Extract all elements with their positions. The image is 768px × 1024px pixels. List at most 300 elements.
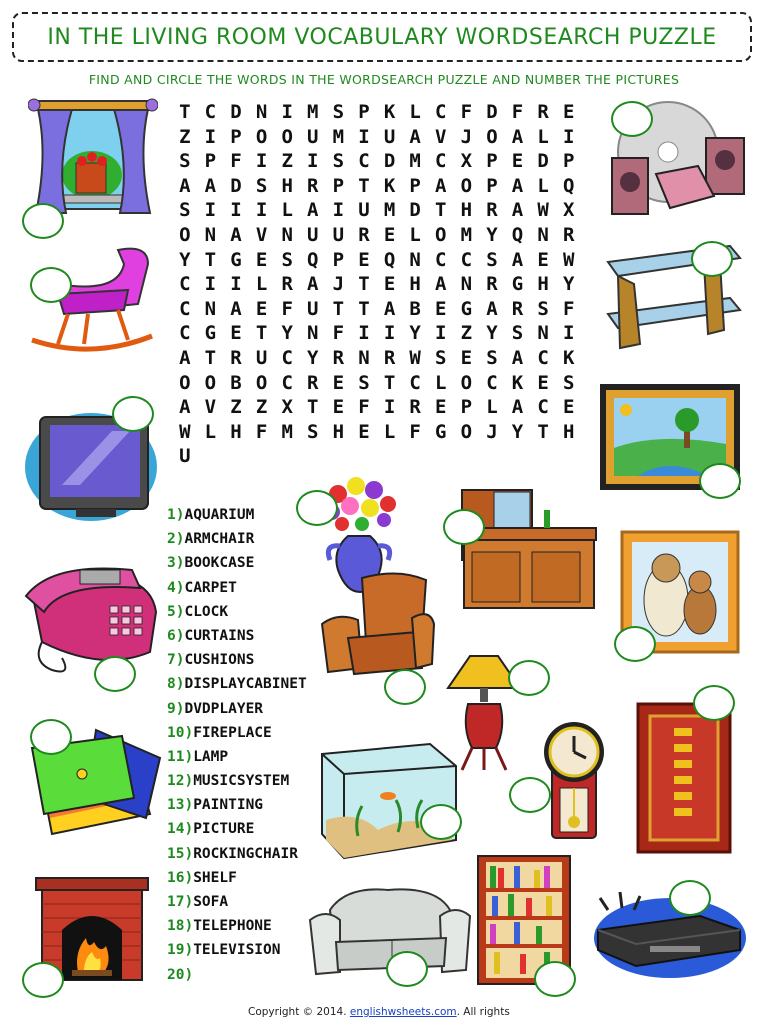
grid-letter[interactable]: S — [179, 150, 191, 173]
grid-letter[interactable]: P — [332, 248, 345, 271]
word-text: ROCKINGCHAIR — [193, 845, 298, 862]
grid-letter[interactable]: C — [179, 322, 191, 345]
grid-letter[interactable]: S — [486, 346, 498, 369]
grid-letter[interactable]: L — [204, 420, 217, 443]
grid-letter[interactable]: H — [537, 273, 549, 296]
grid-letter[interactable]: U — [307, 297, 319, 320]
grid-letter[interactable]: A — [511, 174, 524, 197]
grid-letter[interactable]: O — [460, 420, 473, 443]
grid-letter[interactable]: Y — [179, 248, 191, 271]
grid-letter[interactable]: L — [435, 371, 447, 394]
word-text: TELEVISION — [193, 942, 281, 959]
grid-letter[interactable]: E — [332, 396, 345, 419]
word-list-item — [167, 817, 337, 841]
grid-letter[interactable]: A — [511, 396, 524, 419]
grid-letter[interactable]: Q — [511, 223, 524, 246]
grid-letter[interactable]: I — [281, 101, 293, 123]
page-title: IN THE LIVING ROOM VOCABULARY WORDSEARCH PUZZLE — [47, 24, 717, 50]
grid-letter[interactable]: A — [230, 223, 242, 246]
word-text: LAMP — [193, 748, 229, 765]
grid-letter[interactable]: R — [307, 174, 319, 197]
grid-letter[interactable]: Q — [383, 248, 396, 271]
grid-letter[interactable]: N — [255, 101, 268, 123]
grid-letter[interactable]: A — [179, 396, 191, 419]
word-number: 11) — [167, 748, 194, 765]
grid-letter[interactable]: C — [281, 371, 293, 394]
grid-letter[interactable]: V — [204, 396, 217, 419]
grid-letter[interactable]: R — [332, 346, 345, 369]
grid-letter[interactable]: Y — [486, 322, 498, 345]
grid-letter[interactable]: T — [204, 248, 217, 271]
grid-letter[interactable]: E — [537, 248, 549, 271]
copyright-line — [248, 1006, 510, 1018]
grid-letter[interactable]: P — [460, 396, 473, 419]
grid-letter[interactable]: M — [307, 101, 319, 123]
answer-circle-clock[interactable] — [509, 777, 551, 813]
word-number: 1) — [167, 507, 185, 523]
grid-letter[interactable]: D — [409, 199, 421, 222]
grid-letter[interactable]: G — [511, 273, 524, 296]
grid-letter[interactable]: C — [179, 297, 191, 320]
grid-letter[interactable]: I — [307, 150, 319, 173]
grid-letter[interactable]: P — [358, 101, 370, 123]
grid-letter[interactable]: E — [383, 223, 396, 246]
grid-letter[interactable]: Z — [230, 396, 242, 419]
wordsearch-grid — [172, 100, 582, 469]
grid-letter[interactable]: C — [358, 150, 370, 173]
grid-letter[interactable]: F — [255, 420, 268, 443]
answer-circle-armchair[interactable] — [384, 669, 426, 705]
grid-letter[interactable]: E — [332, 371, 345, 394]
grid-letter[interactable]: N — [537, 223, 549, 246]
grid-letter[interactable]: D — [537, 150, 549, 173]
grid-letter[interactable]: L — [281, 199, 293, 222]
grid-letter[interactable]: Q — [562, 174, 575, 197]
grid-letter[interactable]: C — [486, 371, 498, 394]
grid-letter[interactable]: A — [409, 125, 421, 148]
grid-letter[interactable]: A — [511, 199, 524, 222]
grid-letter[interactable]: X — [281, 396, 293, 419]
grid-letter[interactable]: T — [307, 396, 319, 419]
grid-letter[interactable]: N — [307, 322, 319, 345]
grid-letter[interactable]: O — [460, 174, 473, 197]
grid-letter[interactable]: K — [511, 371, 524, 394]
grid-letter[interactable]: Z — [281, 150, 293, 173]
grid-letter[interactable]: H — [562, 420, 575, 443]
answer-circle-music-system[interactable] — [611, 101, 653, 137]
grid-letter[interactable]: I — [562, 322, 575, 345]
grid-letter[interactable]: P — [332, 174, 345, 197]
grid-letter[interactable]: E — [358, 420, 370, 443]
grid-letter[interactable]: L — [409, 101, 421, 123]
grid-letter[interactable]: W — [409, 346, 421, 369]
grid-letter[interactable]: G — [204, 322, 217, 345]
grid-letter[interactable]: P — [204, 150, 217, 173]
grid-letter[interactable]: S — [332, 101, 345, 123]
grid-letter[interactable]: T — [537, 420, 549, 443]
grid-letter[interactable]: I — [358, 322, 370, 345]
grid-letter[interactable]: J — [332, 273, 345, 296]
grid-letter[interactable]: E — [511, 150, 524, 173]
grid-letter[interactable]: P — [562, 150, 575, 173]
grid-letter[interactable]: O — [255, 371, 268, 394]
word-list-item — [167, 624, 337, 648]
grid-letter[interactable]: J — [460, 125, 473, 148]
grid-letter[interactable]: Z — [255, 396, 268, 419]
grid-letter[interactable]: S — [332, 150, 345, 173]
grid-letter[interactable]: T — [179, 101, 191, 123]
grid-letter[interactable]: O — [281, 125, 293, 148]
grid-letter[interactable]: U — [255, 346, 268, 369]
grid-letter[interactable]: C — [435, 150, 447, 173]
grid-letter[interactable]: D — [230, 174, 242, 197]
answer-circle-painting[interactable] — [699, 463, 741, 499]
answer-circle-sofa[interactable] — [386, 951, 428, 987]
grid-letter[interactable]: E — [255, 248, 268, 271]
grid-letter[interactable]: E — [230, 322, 242, 345]
grid-letter[interactable]: C — [409, 371, 421, 394]
grid-letter[interactable]: D — [486, 101, 498, 123]
grid-letter[interactable]: N — [460, 273, 473, 296]
curtains-picture — [28, 95, 158, 220]
grid-letter[interactable]: H — [230, 420, 242, 443]
answer-circle-dvd-player[interactable] — [669, 880, 711, 916]
grid-letter[interactable]: A — [435, 273, 447, 296]
grid-letter[interactable]: S — [486, 248, 498, 271]
grid-letter[interactable]: C — [435, 248, 447, 271]
word-number: 18) — [167, 918, 194, 935]
grid-letter[interactable]: M — [383, 199, 396, 222]
grid-letter[interactable]: V — [255, 223, 268, 246]
grid-letter[interactable]: E — [460, 346, 473, 369]
grid-letter[interactable]: I — [562, 125, 575, 148]
word-number: 20) — [167, 966, 194, 983]
word-text: FIREPLACE — [193, 724, 272, 741]
grid-letter[interactable]: O — [179, 223, 191, 246]
grid-letter[interactable]: U — [383, 125, 396, 148]
grid-letter[interactable]: A — [511, 346, 524, 369]
word-number: 10) — [167, 724, 194, 741]
grid-letter[interactable]: N — [537, 322, 549, 345]
grid-letter[interactable]: M — [281, 420, 293, 443]
grid-letter[interactable]: P — [409, 174, 421, 197]
grid-letter[interactable]: O — [179, 371, 191, 394]
word-text: BOOKCASE — [184, 555, 255, 572]
grid-letter[interactable]: I — [435, 322, 447, 345]
grid-letter[interactable]: A — [511, 248, 524, 271]
word-number: 17) — [167, 894, 194, 910]
grid-letter[interactable]: Z — [460, 322, 473, 345]
word-number: 6) — [167, 627, 185, 644]
grid-letter[interactable]: I — [332, 199, 345, 222]
grid-letter[interactable]: C — [179, 273, 191, 296]
grid-letter[interactable]: E — [383, 273, 396, 296]
grid-letter[interactable]: T — [358, 273, 370, 296]
grid-letter[interactable]: L — [537, 174, 549, 197]
grid-letter[interactable]: E — [562, 101, 575, 123]
grid-letter[interactable]: T — [204, 346, 217, 369]
word-text: AQUARIUM — [184, 507, 255, 523]
word-number: 8) — [167, 676, 185, 693]
grid-letter[interactable]: I — [230, 273, 242, 296]
grid-letter[interactable]: B — [230, 371, 242, 394]
grid-letter[interactable]: P — [486, 150, 498, 173]
grid-letter[interactable]: H — [332, 420, 345, 443]
grid-letter[interactable]: T — [332, 297, 345, 320]
word-text: PICTURE — [193, 821, 255, 838]
grid-letter[interactable]: E — [435, 396, 447, 419]
word-list-item — [167, 697, 337, 721]
grid-letter[interactable]: L — [383, 420, 396, 443]
grid-letter[interactable]: K — [562, 346, 575, 369]
word-list-item — [167, 793, 337, 817]
answer-circle-television[interactable] — [112, 396, 154, 432]
word-text: SHELF — [193, 869, 237, 886]
word-text: PAINTING — [193, 797, 264, 814]
word-number: 5) — [167, 603, 185, 620]
grid-letter[interactable]: M — [332, 125, 345, 148]
grid-letter[interactable]: P — [486, 174, 498, 197]
word-number: 4) — [167, 579, 185, 596]
grid-letter[interactable]: S — [179, 199, 191, 222]
answer-circle-curtains[interactable] — [22, 203, 64, 239]
title-box — [12, 12, 752, 62]
grid-letter[interactable]: R — [281, 273, 293, 296]
grid-letter[interactable]: A — [179, 346, 191, 369]
grid-letter[interactable]: C — [537, 396, 549, 419]
grid-letter[interactable]: N — [204, 297, 217, 320]
word-text: CARPET — [184, 579, 237, 596]
grid-letter[interactable]: R — [307, 371, 319, 394]
grid-letter[interactable]: C — [460, 248, 473, 271]
answer-circle-display-cabinet[interactable] — [443, 509, 485, 545]
answer-circle-telephone[interactable] — [94, 656, 136, 692]
grid-letter[interactable]: U — [332, 223, 345, 246]
grid-letter[interactable]: O — [204, 371, 217, 394]
grid-letter[interactable]: M — [460, 223, 473, 246]
grid-letter[interactable]: T — [358, 174, 370, 197]
word-number: 2) — [167, 531, 185, 548]
display-cabinet-picture — [458, 480, 598, 612]
grid-letter[interactable]: R — [486, 199, 498, 222]
website-link[interactable]: englishwsheets.com — [349, 1006, 457, 1018]
answer-circle-carpet[interactable] — [693, 685, 735, 721]
word-number: 16) — [167, 869, 194, 886]
word-list-item — [167, 769, 337, 793]
grid-letter[interactable]: H — [281, 174, 293, 197]
word-list-item — [167, 551, 337, 575]
grid-letter[interactable]: H — [460, 199, 473, 222]
grid-letter[interactable]: I — [204, 273, 217, 296]
grid-letter[interactable]: I — [230, 199, 242, 222]
grid-letter[interactable]: S — [281, 248, 293, 271]
answer-circle-cushions[interactable] — [30, 719, 72, 755]
word-number: 9) — [167, 700, 185, 717]
grid-letter[interactable]: A — [179, 174, 191, 197]
grid-letter[interactable]: I — [383, 322, 396, 345]
grid-letter[interactable]: Y — [409, 322, 421, 345]
grid-letter[interactable]: F — [562, 297, 575, 320]
grid-letter[interactable]: Y — [562, 273, 575, 296]
answer-circle-fireplace[interactable] — [22, 962, 64, 998]
grid-letter[interactable]: F — [332, 322, 345, 345]
answer-circle-bookcase[interactable] — [534, 961, 576, 997]
grid-letter[interactable]: W — [562, 248, 575, 271]
grid-letter[interactable]: R — [230, 346, 242, 369]
grid-letter[interactable]: V — [435, 125, 447, 148]
word-list-item — [167, 576, 337, 600]
grid-letter[interactable]: L — [486, 396, 498, 419]
grid-letter[interactable]: F — [281, 297, 293, 320]
grid-letter[interactable]: X — [460, 150, 473, 173]
grid-letter[interactable]: I — [204, 199, 217, 222]
grid-letter[interactable]: A — [383, 297, 396, 320]
grid-letter[interactable]: S — [537, 297, 549, 320]
word-list-item — [167, 745, 337, 769]
word-list-item — [167, 842, 337, 866]
grid-letter[interactable]: W — [537, 199, 549, 222]
grid-letter[interactable]: S — [358, 371, 370, 394]
grid-letter[interactable]: G — [460, 297, 473, 320]
grid-letter[interactable]: L — [255, 273, 268, 296]
grid-letter[interactable]: D — [383, 150, 396, 173]
answer-circle-flower-vase[interactable] — [296, 490, 338, 526]
answer-circle-shelf[interactable] — [691, 241, 733, 277]
answer-circle-aquarium[interactable] — [420, 804, 462, 840]
grid-letter[interactable]: R — [537, 101, 549, 123]
word-list-item — [167, 721, 337, 745]
grid-letter[interactable]: Y — [511, 420, 524, 443]
grid-letter[interactable]: A — [230, 297, 242, 320]
grid-letter[interactable]: A — [204, 174, 217, 197]
grid-letter[interactable]: O — [486, 125, 498, 148]
grid-letter[interactable]: T — [255, 322, 268, 345]
carpet-picture — [634, 700, 734, 856]
grid-letter[interactable]: I — [358, 125, 370, 148]
grid-letter[interactable]: R — [409, 396, 421, 419]
grid-letter[interactable]: T — [383, 371, 396, 394]
grid-letter[interactable]: Q — [307, 248, 319, 271]
grid-letter[interactable]: X — [562, 199, 575, 222]
grid-letter[interactable]: F — [409, 420, 421, 443]
grid-letter[interactable]: Z — [179, 125, 191, 148]
grid-letter[interactable]: O — [435, 223, 447, 246]
answer-circle-lamp[interactable] — [508, 660, 550, 696]
grid-letter[interactable]: R — [511, 297, 524, 320]
grid-letter[interactable]: M — [409, 150, 421, 173]
grid-letter[interactable]: A — [511, 125, 524, 148]
grid-letter[interactable]: C — [204, 101, 217, 123]
grid-letter[interactable]: N — [204, 223, 217, 246]
grid-letter[interactable]: H — [409, 273, 421, 296]
grid-letter[interactable]: D — [230, 101, 242, 123]
grid-letter[interactable]: W — [179, 420, 191, 443]
grid-letter[interactable]: N — [358, 346, 370, 369]
grid-letter[interactable]: I — [383, 396, 396, 419]
word-text: ARMCHAIR — [184, 531, 255, 548]
answer-circle-rocking-chair[interactable] — [30, 267, 72, 303]
grid-letter[interactable]: A — [307, 199, 319, 222]
grid-letter[interactable]: E — [562, 396, 575, 419]
word-text: TELEPHONE — [193, 918, 272, 935]
grid-letter[interactable]: C — [435, 101, 447, 123]
grid-letter[interactable]: J — [486, 420, 498, 443]
grid-letter[interactable]: R — [383, 346, 396, 369]
grid-letter[interactable]: F — [358, 396, 370, 419]
grid-letter[interactable]: A — [435, 174, 447, 197]
grid-letter[interactable]: N — [409, 248, 421, 271]
grid-letter[interactable]: B — [409, 297, 421, 320]
grid-letter[interactable]: P — [230, 125, 242, 148]
grid-letter[interactable]: I — [255, 150, 268, 173]
grid-letter[interactable]: U — [179, 445, 191, 468]
grid-letter[interactable]: I — [255, 199, 268, 222]
grid-letter[interactable]: S — [307, 420, 319, 443]
grid-letter[interactable]: Y — [307, 346, 319, 369]
grid-letter[interactable]: K — [383, 101, 396, 123]
word-list-item — [167, 672, 337, 696]
grid-letter[interactable]: U — [307, 223, 319, 246]
grid-letter[interactable]: R — [358, 223, 370, 246]
grid-letter[interactable]: E — [358, 248, 370, 271]
grid-letter[interactable]: S — [435, 346, 447, 369]
grid-letter[interactable]: K — [383, 174, 396, 197]
word-number: 3) — [167, 555, 185, 572]
grid-letter[interactable]: S — [511, 322, 524, 345]
grid-letter[interactable]: U — [307, 125, 319, 148]
grid-letter[interactable]: L — [537, 125, 549, 148]
grid-letter[interactable]: F — [460, 101, 473, 123]
grid-letter[interactable]: C — [281, 346, 293, 369]
word-text: DVDPLAYER — [184, 700, 264, 717]
aquarium-picture — [318, 740, 458, 862]
word-text: CUSHIONS — [184, 652, 255, 669]
grid-letter[interactable]: E — [255, 297, 268, 320]
grid-letter[interactable]: F — [511, 101, 524, 123]
grid-letter[interactable]: R — [486, 273, 498, 296]
grid-letter[interactable]: L — [409, 223, 421, 246]
answer-circle-picture[interactable] — [614, 626, 656, 662]
instructions: FIND AND CIRCLE THE WORDS IN THE WORDSEARCH PUZZLE AND NUMBER THE PICTURES — [88, 72, 680, 87]
grid-letter[interactable]: G — [230, 248, 242, 271]
grid-letter[interactable]: Y — [281, 322, 293, 345]
grid-letter[interactable]: T — [358, 297, 370, 320]
grid-letter[interactable]: E — [435, 297, 447, 320]
word-text: CURTAINS — [184, 627, 255, 644]
word-list-item — [167, 648, 337, 672]
grid-letter[interactable]: S — [255, 174, 268, 197]
grid-letter[interactable]: I — [204, 125, 217, 148]
clock-picture — [532, 718, 616, 842]
grid-letter[interactable]: A — [486, 297, 498, 320]
grid-letter[interactable]: O — [255, 125, 268, 148]
grid-letter[interactable]: G — [435, 420, 447, 443]
grid-letter[interactable]: Y — [486, 223, 498, 246]
grid-letter[interactable]: N — [281, 223, 293, 246]
telephone-picture — [22, 562, 162, 682]
grid-letter[interactable]: A — [307, 273, 319, 296]
grid-letter[interactable]: U — [358, 199, 370, 222]
grid-letter[interactable]: O — [460, 371, 473, 394]
grid-letter[interactable]: F — [230, 150, 242, 173]
grid-letter[interactable]: E — [537, 371, 549, 394]
grid-letter[interactable]: C — [537, 346, 549, 369]
grid-letter[interactable]: T — [435, 199, 447, 222]
copyright-prefix: Copyright © 2014. — [248, 1006, 350, 1018]
grid-letter[interactable]: R — [562, 223, 575, 246]
grid-letter[interactable]: S — [562, 371, 575, 394]
word-number: 14) — [167, 821, 194, 838]
